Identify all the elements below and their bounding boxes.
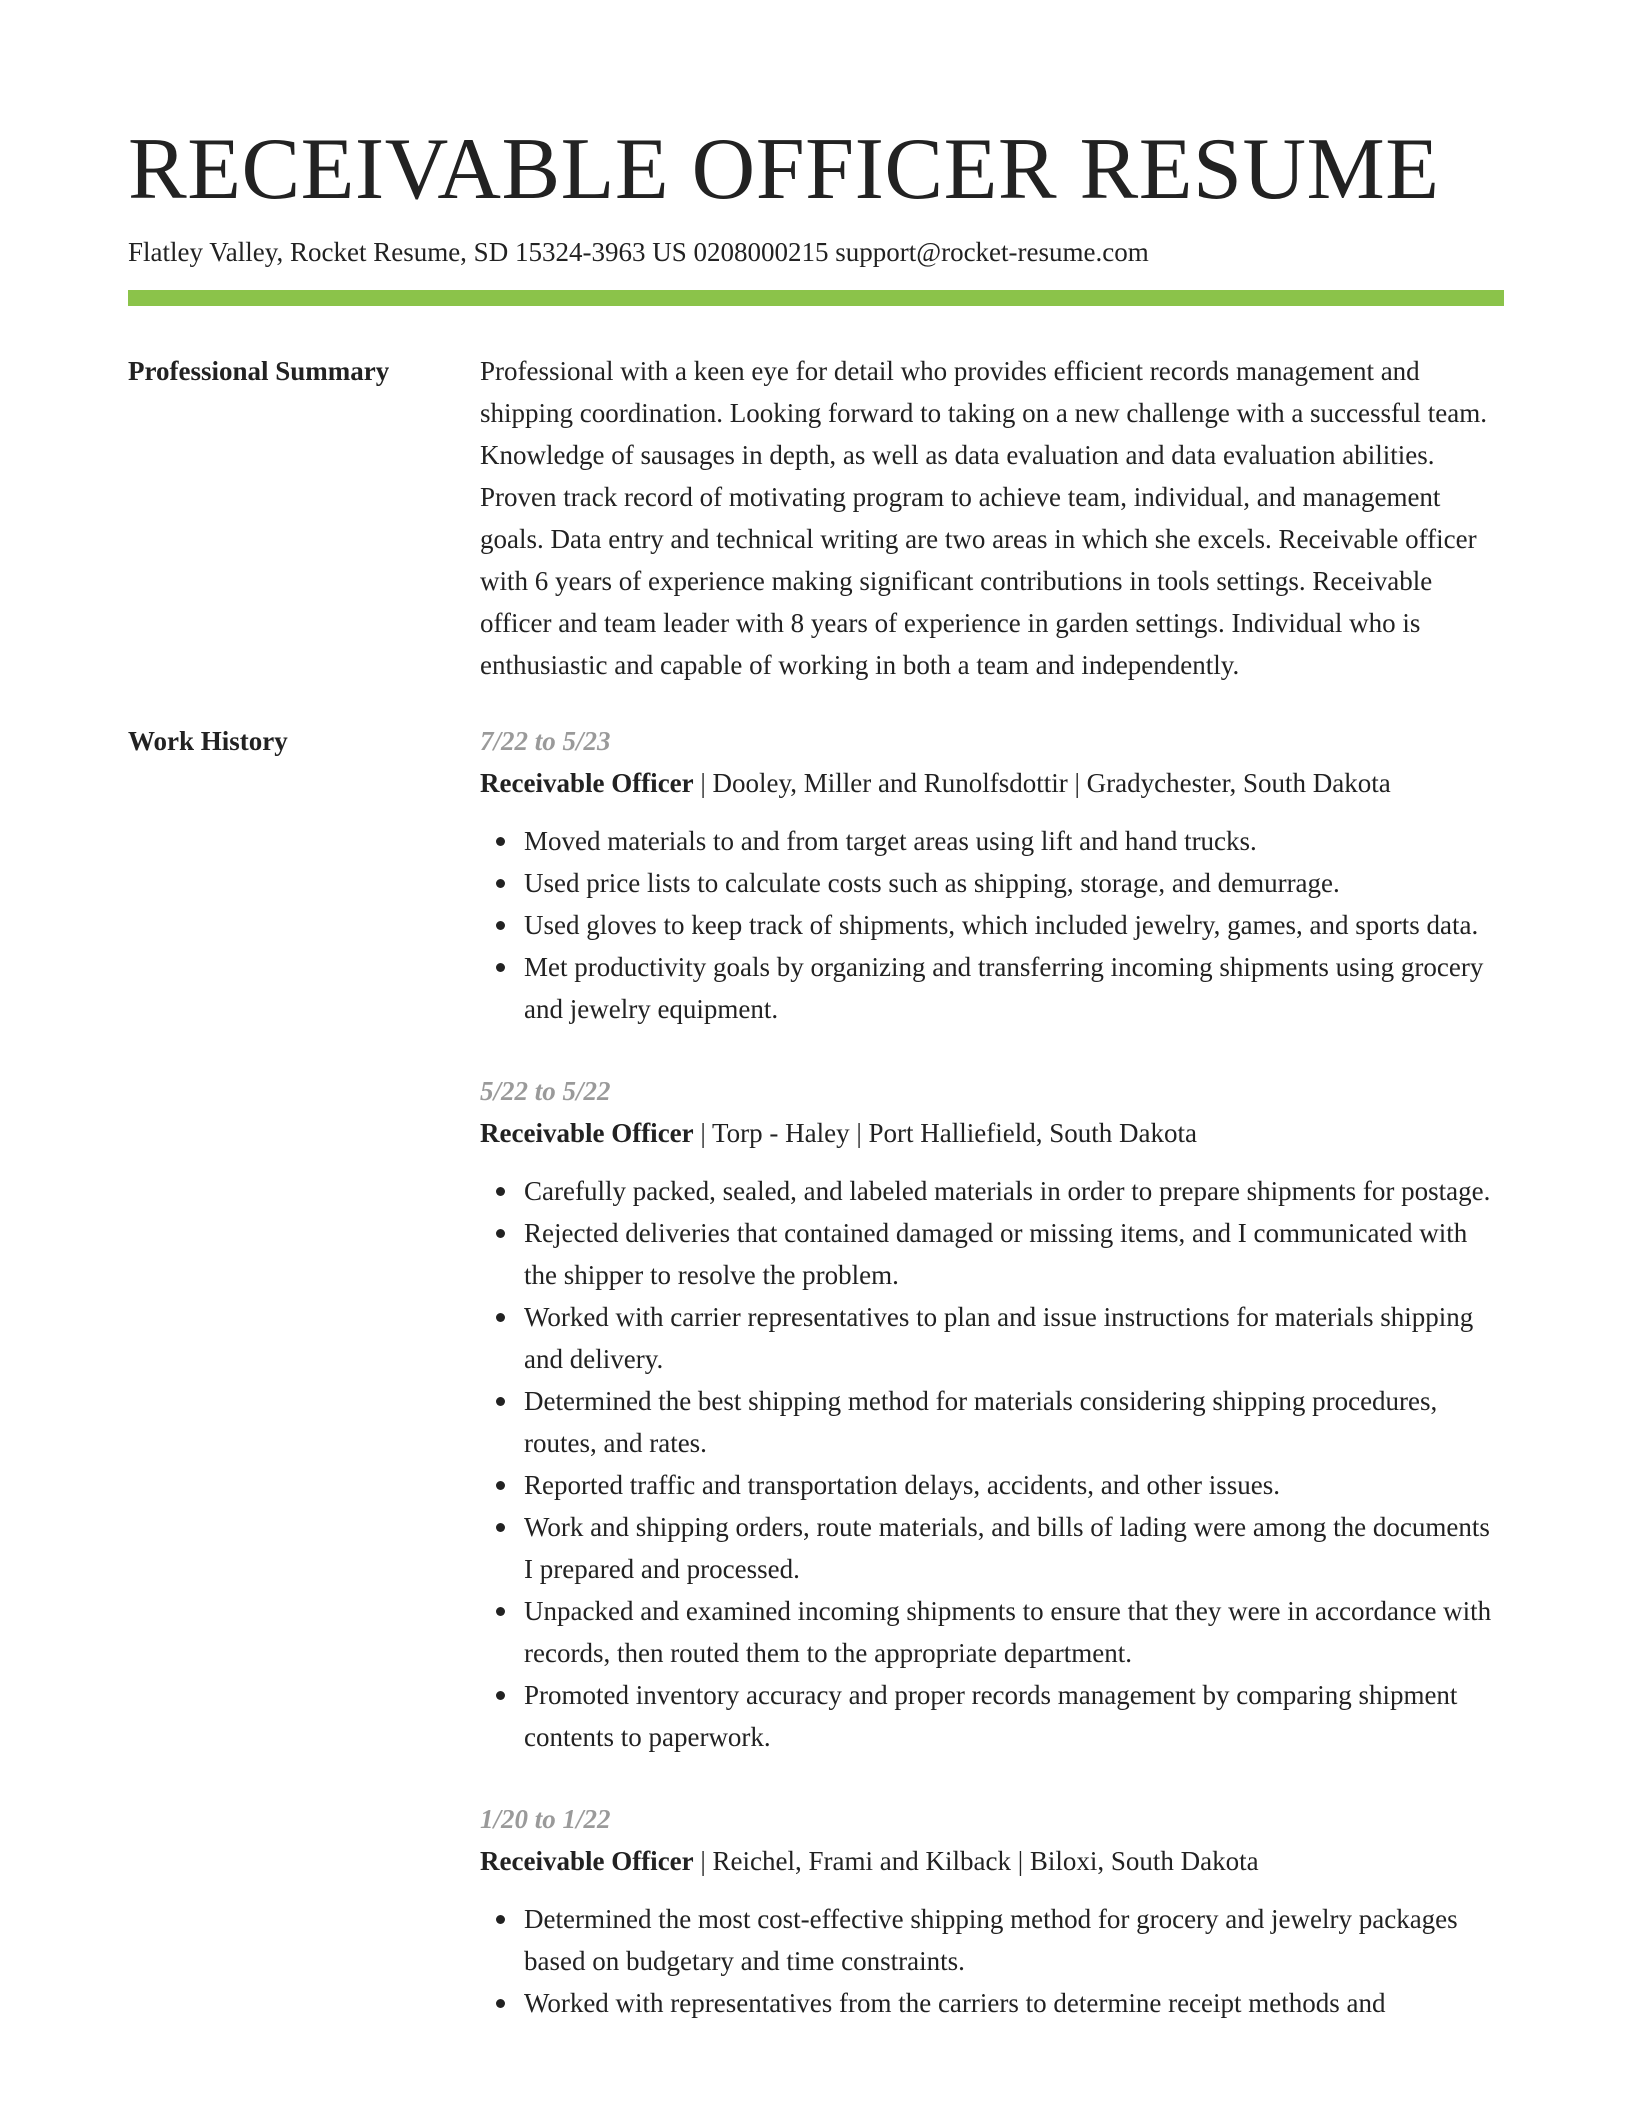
bullet-dot-icon xyxy=(496,1313,505,1322)
job-title: Receivable Officer xyxy=(480,768,694,798)
job-bullet xyxy=(524,862,1504,904)
job-bullet-text: Unpacked and examined incoming shipments to ensure that they were in accordance with records, then routed them to the appropriate department. xyxy=(524,1596,1492,1668)
bullet-dot-icon xyxy=(496,1481,505,1490)
bullet-dot-icon xyxy=(496,1915,505,1924)
job-bullet-text: Determined the most cost-effective shipping method for grocery and jewelry packages based on budgetary and time constraints. xyxy=(524,1904,1458,1976)
bullet-dot-icon xyxy=(496,1999,505,2008)
job-bullet-text: Worked with representatives from the carriers to determine receipt methods and xyxy=(524,1988,1386,2018)
job-dates: 5/22 to 5/22 xyxy=(480,1076,611,1106)
job-dates: 7/22 to 5/23 xyxy=(480,726,611,756)
work-history-body xyxy=(480,720,1504,2064)
job-bullet xyxy=(524,1464,1504,1506)
job-bullet xyxy=(524,1898,1504,1982)
job-bullet xyxy=(524,1212,1504,1296)
bullet-dot-icon xyxy=(496,921,505,930)
bullet-dot-icon xyxy=(496,1187,505,1196)
job-bullet-text: Reported traffic and transportation delays, accidents, and other issues. xyxy=(524,1470,1281,1500)
job-bullet-text: Used gloves to keep track of shipments, which included jewelry, games, and sports data. xyxy=(524,910,1479,940)
summary-text: Professional with a keen eye for detail who provides efficient records management and shipping coordination. Looking forward to taking on a new challenge with a successful team. Knowledge of sausages in depth, as well as data evaluation and data evaluation abilities. Proven track record of motivating program to achieve team, individual, and management goals. Data entry and technical writing are two areas in which she excels. Receivable officer with 6 years of experience making significant contributions in tools settings. Receivable officer and team leader with 8 years of experience in garden settings. Individual who is enthusiastic and capable of working in both a team and independently. xyxy=(480,356,1487,680)
bullet-dot-icon xyxy=(496,1397,505,1406)
bullet-dot-icon xyxy=(496,1691,505,1700)
job-bullet xyxy=(524,1380,1504,1464)
job-bullet-text: Met productivity goals by organizing and transferring incoming shipments using grocery and jewelry equipment. xyxy=(524,952,1484,1024)
job-bullet xyxy=(524,1170,1504,1212)
job-bullet-text: Carefully packed, sealed, and labeled materials in order to prepare shipments for postage. xyxy=(524,1176,1491,1206)
resume-page xyxy=(128,0,1504,2064)
job-bullet xyxy=(524,1982,1504,2024)
bullet-dot-icon xyxy=(496,879,505,888)
job-bullet-text: Moved materials to and from target areas using lift and hand trucks. xyxy=(524,826,1257,856)
job-title: Receivable Officer xyxy=(480,1118,694,1148)
job-bullet xyxy=(524,1506,1504,1590)
job-dates: 1/20 to 1/22 xyxy=(480,1804,611,1834)
resume-title: RECEIVABLE OFFICER RESUME xyxy=(128,121,1440,218)
job-bullet xyxy=(524,904,1504,946)
job-bullet xyxy=(524,820,1504,862)
job-bullet xyxy=(524,946,1504,1030)
job-details: | Reichel, Frami and Kilback | Biloxi, South Dakota xyxy=(693,1846,1259,1876)
job-entry xyxy=(480,1798,1504,2024)
job-bullet-text: Used price lists to calculate costs such as shipping, storage, and demurrage. xyxy=(524,868,1340,898)
job-entry xyxy=(480,1070,1504,1758)
bullet-dot-icon xyxy=(496,1607,505,1616)
bullet-dot-icon xyxy=(496,837,505,846)
job-title: Receivable Officer xyxy=(480,1846,694,1876)
bullet-dot-icon xyxy=(496,1523,505,1532)
job-bullet-text: Promoted inventory accuracy and proper records management by comparing shipment contents to paperwork. xyxy=(524,1680,1458,1752)
job-heading xyxy=(480,1840,1504,1882)
summary-body xyxy=(480,350,1504,686)
job-bullet-text: Determined the best shipping method for materials considering shipping procedures, routes, and rates. xyxy=(524,1386,1438,1458)
section-label-summary: Professional Summary xyxy=(128,356,390,386)
job-bullet-list xyxy=(480,1170,1504,1758)
job-heading xyxy=(480,762,1504,804)
accent-divider xyxy=(128,290,1504,306)
job-bullet xyxy=(524,1674,1504,1758)
job-heading xyxy=(480,1112,1504,1154)
bullet-dot-icon xyxy=(496,963,505,972)
job-bullet-list xyxy=(480,1898,1504,2024)
summary-section xyxy=(128,350,1504,686)
section-label-work-history: Work History xyxy=(128,726,288,756)
job-details: | Torp - Haley | Port Halliefield, South Dakota xyxy=(693,1118,1197,1148)
job-bullet xyxy=(524,1590,1504,1674)
job-bullet-text: Work and shipping orders, route materials, and bills of lading were among the documents I prepared and processed. xyxy=(524,1512,1490,1584)
job-bullet-text: Rejected deliveries that contained damaged or missing items, and I communicated with the shipper to resolve the problem. xyxy=(524,1218,1468,1290)
contact-line: Flatley Valley, Rocket Resume, SD 15324-3963 US 0208000215 support@rocket-resume.com xyxy=(128,237,1149,267)
work-history-section xyxy=(128,720,1504,2064)
bullet-dot-icon xyxy=(496,1229,505,1238)
job-details: | Dooley, Miller and Runolfsdottir | Gradychester, South Dakota xyxy=(693,768,1391,798)
job-bullet xyxy=(524,1296,1504,1380)
job-bullet-text: Worked with carrier representatives to plan and issue instructions for materials shipping and delivery. xyxy=(524,1302,1474,1374)
job-entry xyxy=(480,720,1504,1030)
job-bullet-list xyxy=(480,820,1504,1030)
